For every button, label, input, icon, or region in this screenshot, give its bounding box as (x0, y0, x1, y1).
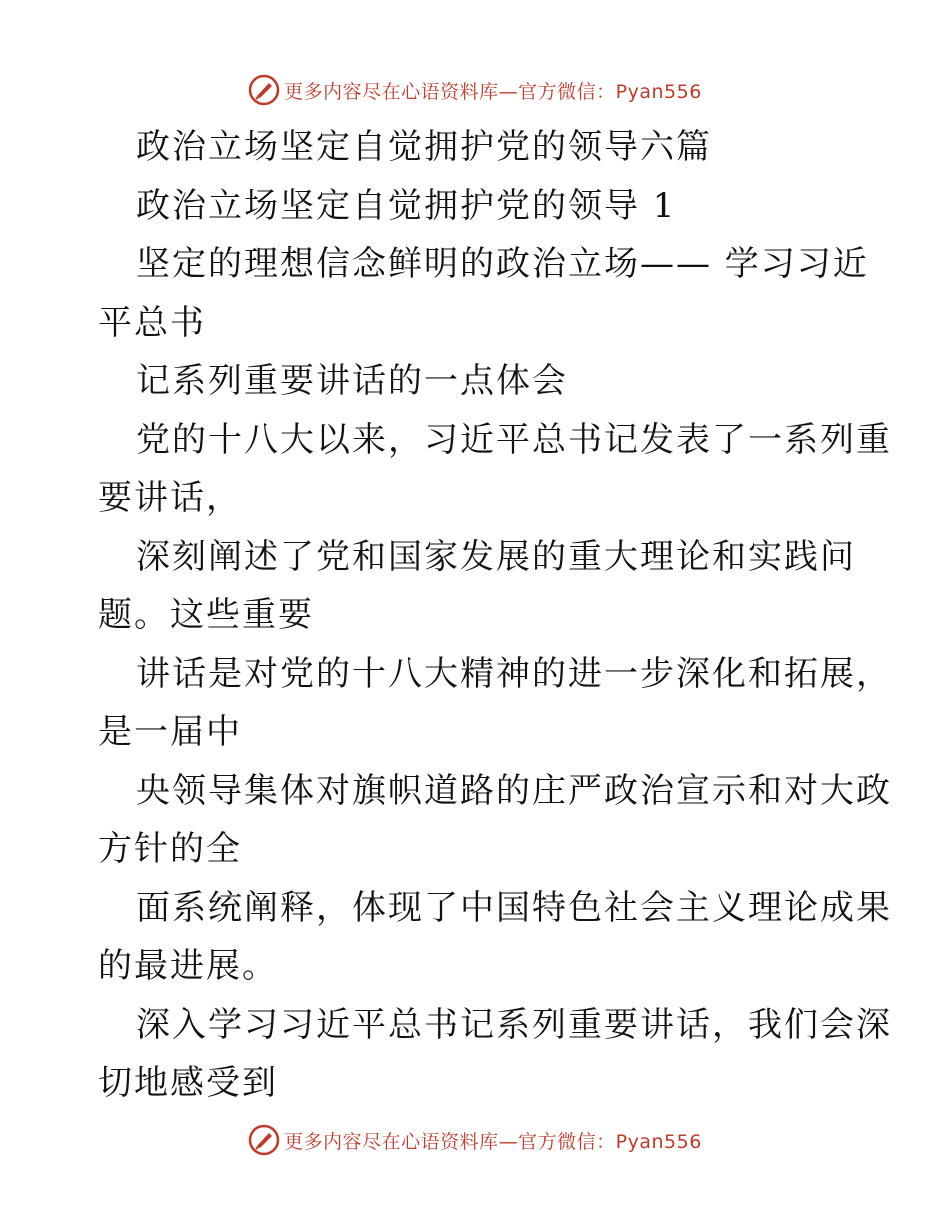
header-watermark-text: 更多内容尽在心语资料库—官方微信：Pyan556 (284, 80, 702, 103)
text-line: 平总书 (98, 302, 206, 343)
header-watermark (0, 70, 950, 110)
text-line: 央领导集体对旗帜道路的庄严政治宣示和对大政 (136, 770, 892, 811)
section-heading: 政治立场坚定自觉拥护党的领导 1 (136, 185, 677, 226)
text-line: 记系列重要讲话的一点体会 (136, 361, 568, 401)
document-body (98, 118, 892, 1113)
text-line: 党的十八大以来，习近平总书记发表了一系列重 (136, 419, 892, 460)
text-line: 讲话是对党的十八大精神的进一步深化和拓展， (136, 653, 892, 694)
footer-watermark (0, 1120, 950, 1160)
text-line: 方针的全 (98, 829, 242, 869)
text-line: 深入学习习近平总书记系列重要讲话，我们会深 (136, 1004, 892, 1045)
text-line: 题。这些重要 (98, 595, 314, 635)
quill-seal-icon (248, 74, 280, 106)
text-line: 要讲话， (98, 478, 242, 518)
text-line: 坚定的理想信念鲜明的政治立场—— 学习习近 (136, 244, 869, 284)
text-line: 是一届中 (98, 712, 242, 752)
text-line: 切地感受到 (98, 1063, 278, 1103)
doc-title: 政治立场坚定自觉拥护党的领导六篇 (136, 127, 712, 167)
text-line: 的最进展。 (98, 946, 278, 986)
text-line: 深刻阐述了党和国家发展的重大理论和实践问 (136, 536, 856, 577)
footer-watermark-text: 更多内容尽在心语资料库—官方微信：Pyan556 (284, 1130, 702, 1153)
text-line: 面系统阐释，体现了中国特色社会主义理论成果 (136, 887, 892, 928)
quill-seal-icon (248, 1124, 280, 1156)
